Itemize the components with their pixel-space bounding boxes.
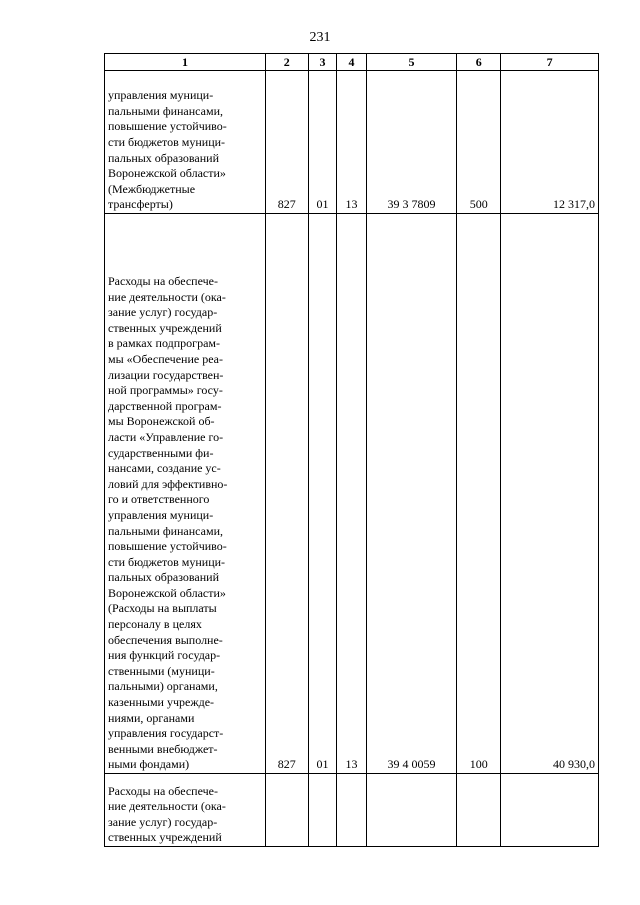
table-header-row — [105, 54, 599, 71]
amount-cell: 12 317,0 — [501, 71, 599, 214]
page-number: 231 — [309, 30, 331, 45]
row-description: Расходы на обеспече- ние деятельности (ока- зание услуг) государ- ственных учреждений в рамках подпрограм- мы «Обеспечение реа- лизации государствен- ной программы» госу- дарственной програм- мы Воронежской об- ласти «Управление го- сударственными фи- нансами, создание ус- ловий для эффективно- го и ответственного управления муници- пальными финансами, повышение устойчиво- сти бюджетов муници- пальных образований Воронежской области» (Расходы на выплаты персоналу в целях обеспечения выполне- ния функций государ- ственными (муници- пальными) органами, казенными учрежде- ниями, органами управления государст- венными внебюджет- ными фондами) — [105, 214, 266, 774]
expense-type-cell: 500 — [457, 71, 501, 214]
ministry-code-cell — [265, 774, 308, 847]
row-description: управления муници- пальными финансами, повышение устойчиво- сти бюджетов муници- пальных образований Воронежской области» (Межбюджетные трансферты) — [105, 71, 266, 214]
section-code-cell: 01 — [308, 214, 337, 774]
subsection-code-cell — [337, 774, 367, 847]
ministry-code-cell: 827 — [265, 214, 308, 774]
column-header-1: 1 — [105, 54, 266, 71]
amount-cell: 40 930,0 — [501, 214, 599, 774]
column-header-2: 2 — [265, 54, 308, 71]
expense-type-cell: 100 — [457, 214, 501, 774]
column-header-4: 4 — [337, 54, 367, 71]
subsection-code-cell: 13 — [337, 214, 367, 774]
target-article-cell: 39 3 7809 — [366, 71, 457, 214]
column-header-7: 7 — [501, 54, 599, 71]
row-description: Расходы на обеспече- ние деятельности (ока- зание услуг) государ- ственных учреждений — [105, 774, 266, 847]
target-article-cell: 39 4 0059 — [366, 214, 457, 774]
table-row — [105, 71, 599, 214]
table-row — [105, 214, 599, 774]
expense-type-cell — [457, 774, 501, 847]
target-article-cell — [366, 774, 457, 847]
budget-table — [104, 53, 599, 847]
section-code-cell — [308, 774, 337, 847]
ministry-code-cell: 827 — [265, 71, 308, 214]
amount-cell — [501, 774, 599, 847]
column-header-6: 6 — [457, 54, 501, 71]
section-code-cell: 01 — [308, 71, 337, 214]
column-header-5: 5 — [366, 54, 457, 71]
subsection-code-cell: 13 — [337, 71, 367, 214]
table-row — [105, 774, 599, 847]
column-header-3: 3 — [308, 54, 337, 71]
